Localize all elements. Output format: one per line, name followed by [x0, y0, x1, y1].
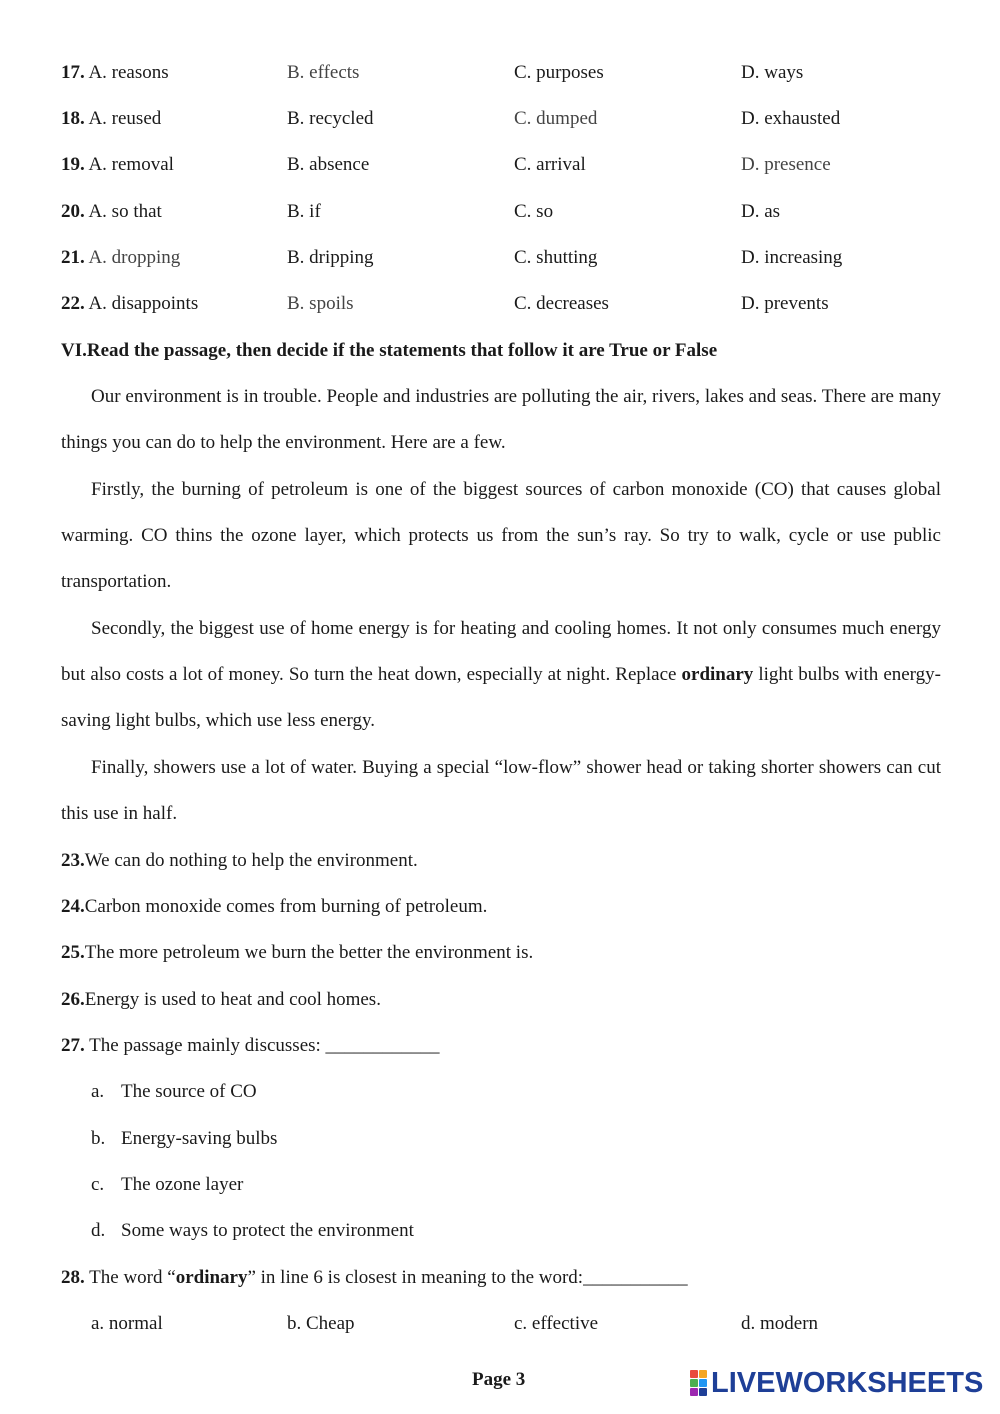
option-c: C. shutting: [514, 247, 598, 268]
question-19-row: [61, 151, 941, 179]
question-28: 28. The word “ordinary” in line 6 is closest in meaning to the word:___________: [61, 1267, 688, 1288]
highlighted-word: ordinary: [681, 664, 754, 685]
passage-paragraph-2: Firstly, the burning of petroleum is one of the biggest sources of carbon monoxide (CO) that causes global warming. CO thins the ozone layer, which protects us from the sun’s ray. So try to walk, cycle or use public transportation.: [61, 479, 941, 592]
q27-option-d: d. Some ways to protect the environment: [91, 1220, 414, 1241]
option-a: A. reasons: [88, 62, 169, 83]
option-d: D. exhausted: [741, 108, 841, 129]
passage-paragraph-3: Secondly, the biggest use of home energy is for heating and cooling homes. It not only consumes much energy but also costs a lot of money. So turn the heat down, especially at night. Replace ordinary light bulbs with energy-saving light bulbs, which use less energy.: [61, 618, 941, 731]
option-b: B. dripping: [287, 247, 374, 268]
liveworksheets-logo[interactable]: [690, 1368, 983, 1398]
option-c: C. purposes: [514, 62, 604, 83]
question-22-row: [61, 290, 941, 318]
option-a: A. reused: [88, 108, 162, 129]
question-number: 19.: [61, 154, 85, 175]
question-18-row: [61, 105, 941, 133]
section-heading: VI.Read the passage, then decide if the statements that follow it are True or False: [61, 340, 718, 361]
q28-options-row: [91, 1310, 941, 1338]
option-b: B. effects: [287, 62, 360, 83]
option-b: B. recycled: [287, 108, 374, 129]
q27-option-b: b. Energy-saving bulbs: [91, 1128, 278, 1149]
question-number: 17.: [61, 62, 85, 83]
question-number: 20.: [61, 201, 85, 222]
q27-option-c: c. The ozone layer: [91, 1174, 244, 1195]
question-number: 18.: [61, 108, 85, 129]
option-a: A. so that: [88, 201, 162, 222]
passage-paragraph-4: Finally, showers use a lot of water. Buying a special “low-flow” shower head or taking shorter showers can cut this use in half.: [61, 757, 941, 824]
option-a: A. dropping: [88, 247, 181, 268]
page-footer: [0, 1366, 1000, 1399]
q28-option-b: b. Cheap: [287, 1313, 355, 1334]
option-d: D. prevents: [741, 293, 829, 314]
passage-paragraph-1: Our environment is in trouble. People and industries are polluting the air, rivers, lakes and seas. There are many things you can do to help the environment. Here are a few.: [61, 386, 941, 453]
question-27: 27. The passage mainly discusses: ____________: [61, 1035, 440, 1056]
option-d: D. presence: [741, 154, 831, 175]
option-a: A. removal: [88, 154, 174, 175]
question-17-row: [61, 59, 941, 87]
option-d: D. as: [741, 201, 781, 222]
option-b: B. absence: [287, 154, 370, 175]
option-b: B. if: [287, 201, 321, 222]
option-a: A. disappoints: [88, 293, 199, 314]
statement-24: 24.Carbon monoxide comes from burning of petroleum.: [61, 896, 488, 917]
question-number: 22.: [61, 293, 85, 314]
q28-option-c: c. effective: [514, 1313, 599, 1334]
option-c: C. decreases: [514, 293, 609, 314]
statement-23: 23.We can do nothing to help the environment.: [61, 850, 418, 871]
question-21-row: [61, 244, 941, 272]
page-number: Page 3: [472, 1369, 526, 1390]
logo-text: LIVEWORKSHEETS: [711, 1366, 984, 1399]
option-d: D. ways: [741, 62, 804, 83]
option-c: C. dumped: [514, 108, 598, 129]
statement-26: 26.Energy is used to heat and cool homes.: [61, 989, 381, 1010]
question-number: 21.: [61, 247, 85, 268]
question-20-row: [61, 198, 941, 226]
logo-mark-icon: [690, 1370, 707, 1396]
q28-option-d: d. modern: [741, 1313, 819, 1334]
option-b: B. spoils: [287, 293, 354, 314]
option-c: C. arrival: [514, 154, 586, 175]
option-c: C. so: [514, 201, 554, 222]
statement-25: 25.The more petroleum we burn the better the environment is.: [61, 942, 534, 963]
q27-option-a: a. The source of CO: [91, 1081, 257, 1102]
option-d: D. increasing: [741, 247, 843, 268]
q28-option-a: a. normal: [91, 1313, 163, 1334]
